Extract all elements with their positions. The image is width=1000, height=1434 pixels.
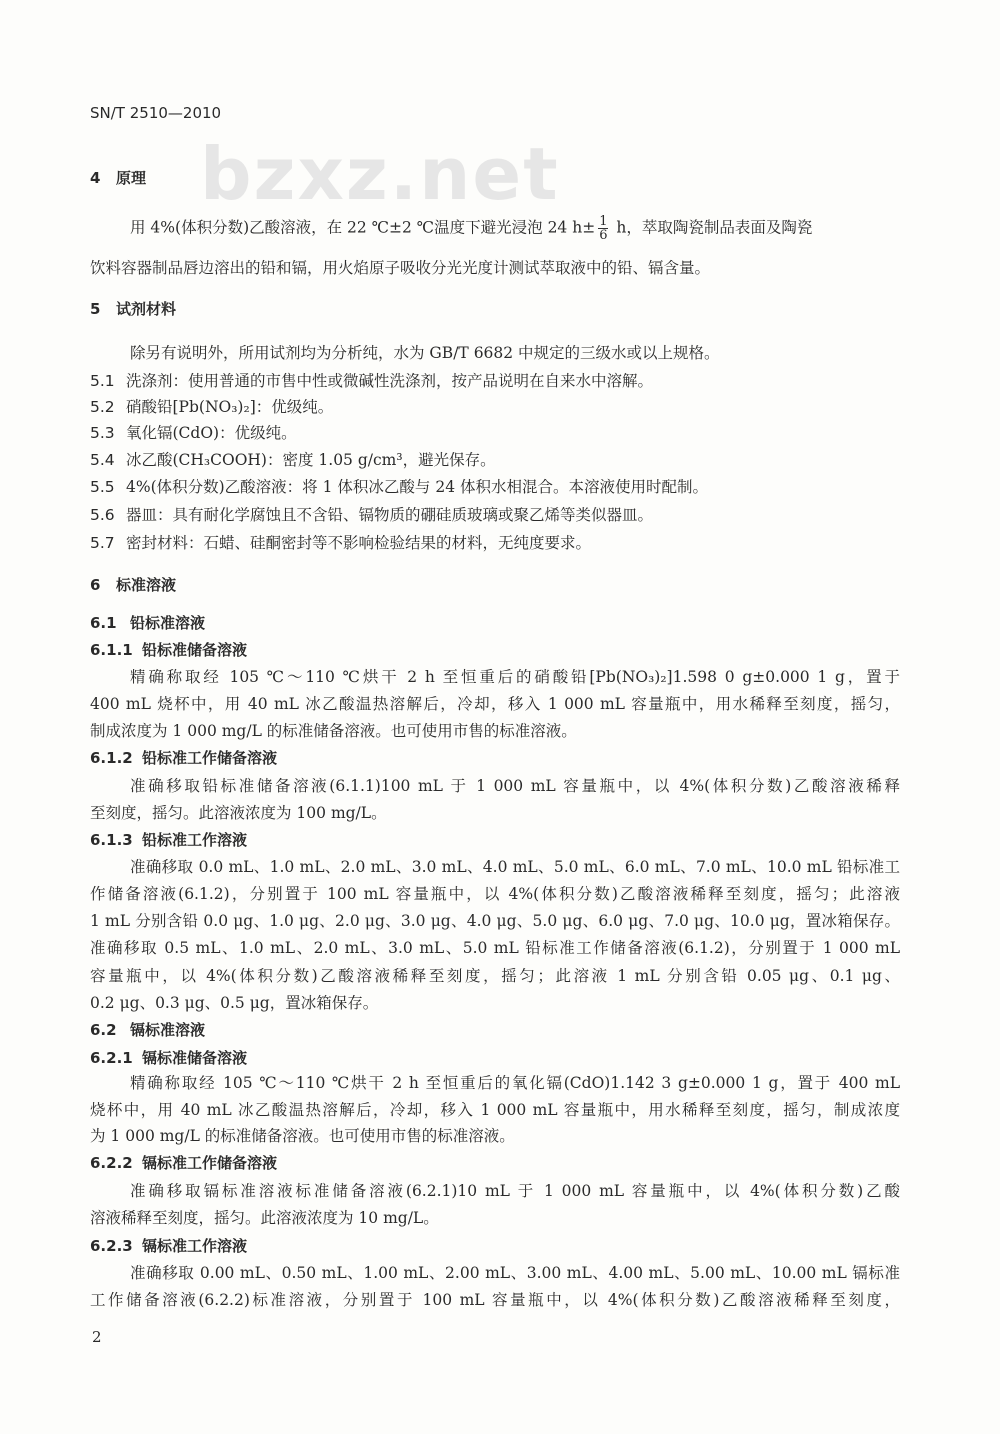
section-title: 镉标准工作储备溶液 [142, 1154, 278, 1172]
section-title: 铅标准储备溶液 [142, 641, 248, 659]
item-number: 5.3 [90, 424, 115, 442]
section-heading [90, 612, 205, 634]
section-heading [90, 639, 247, 661]
section-number: 6.2.3 [90, 1237, 133, 1255]
watermark-logo: bzxz.net [200, 132, 560, 216]
fraction [598, 215, 608, 242]
paragraph-line: 准确移取 0.5 mL、1.0 mL、2.0 mL、3.0 mL、5.0 mL 铅标准工作储备溶液(6.1.2)，分别置于 1 000 mL [90, 939, 900, 957]
section-title: 镉标准溶液 [130, 1021, 206, 1039]
section-heading [90, 1152, 277, 1174]
section-title: 标准溶液 [116, 576, 177, 594]
section-heading [90, 1019, 205, 1041]
item-number: 5.4 [90, 451, 115, 469]
section-heading [90, 1047, 247, 1069]
text-segment: 用 4%(体积分数)乙酸溶液，在 22 ℃±2 ℃温度下避光浸泡 24 h± [130, 218, 596, 237]
item-number: 5.1 [90, 372, 115, 390]
section-heading [90, 829, 247, 851]
section-title: 镉标准工作溶液 [142, 1237, 248, 1255]
item-text: 氧化镉(CdO)：优级纯。 [126, 424, 297, 442]
paragraph-line: 1 mL 分别含铅 0.0 μg、1.0 μg、2.0 μg、3.0 μg、4.0 μg、5.0 μg、6.0 μg、7.0 μg、10.0 μg，置冰箱保存。 [90, 912, 900, 930]
list-item [90, 476, 708, 498]
paragraph-line: 400 mL 烧杯中，用 40 mL 冰乙酸温热溶解后，冷却，移入 1 000 mL 容量瓶中，用水稀释至刻度，摇匀， [90, 695, 900, 713]
item-text: 器皿：具有耐化学腐蚀且不含铅、镉物质的硼硅质玻璃或聚乙烯等类似器皿。 [126, 506, 654, 524]
list-item [90, 396, 333, 418]
page-number: 2 [92, 1328, 102, 1346]
section-number: 5 [90, 300, 101, 318]
paragraph-line: 为 1 000 mg/L 的标准储备溶液。也可使用市售的标准溶液。 [90, 1127, 515, 1145]
paragraph-line: 至刻度，摇匀。此溶液浓度为 100 mg/L。 [90, 804, 387, 822]
section-heading [90, 574, 176, 596]
item-text: 硝酸铅[Pb(NO₃)₂]：优级纯。 [126, 398, 334, 416]
section-number: 4 [90, 169, 101, 187]
section-number: 6.2 [90, 1021, 117, 1039]
paragraph-line: 作储备溶液(6.1.2)，分别置于 100 mL 容量瓶中，以 4%(体积分数)乙酸溶液稀释至刻度，摇匀；此溶液 [90, 885, 900, 903]
paragraph-line: 准确移取 0.0 mL、1.0 mL、2.0 mL、3.0 mL、4.0 mL、5.0 mL、6.0 mL、7.0 mL、10.0 mL 铅标准工 [130, 858, 900, 876]
section-number: 6.1 [90, 614, 117, 632]
section-number: 6.1.3 [90, 831, 133, 849]
list-item [90, 532, 591, 554]
paragraph-line: 烧杯中，用 40 mL 冰乙酸温热溶解后，冷却，移入 1 000 mL 容量瓶中，用水稀释至刻度，摇匀，制成浓度 [90, 1101, 900, 1119]
fraction-denominator: 6 [599, 228, 608, 243]
list-item [90, 504, 653, 526]
paragraph-line: 准确移取 0.00 mL、0.50 mL、1.00 mL、2.00 mL、3.00 mL、4.00 mL、5.00 mL、10.00 mL 镉标准 [130, 1264, 900, 1282]
paragraph-line: 制成浓度为 1 000 mg/L 的标准储备溶液。也可使用市售的标准溶液。 [90, 722, 577, 740]
fraction-numerator: 1 [599, 214, 608, 229]
paragraph-line: 精确称取经 105 ℃～110 ℃烘干 2 h 至恒重后的氧化镉(CdO)1.142 3 g±0.000 1 g，置于 400 mL [130, 1074, 900, 1092]
paragraph-line: 除另有说明外，所用试剂均为分析纯，水为 GB/T 6682 中规定的三级水或以上规格。 [130, 344, 720, 362]
text-segment: h，萃取陶瓷制品表面及陶瓷 [611, 218, 813, 237]
list-item [90, 422, 297, 444]
section-title: 原理 [116, 169, 147, 187]
list-item [90, 370, 653, 392]
item-number: 5.2 [90, 398, 115, 416]
paragraph-line [130, 214, 813, 243]
paragraph-line: 工作储备溶液(6.2.2)标准溶液，分别置于 100 mL 容量瓶中，以 4%(体积分数)乙酸溶液稀释至刻度， [90, 1291, 900, 1309]
paragraph-line: 精确称取经 105 ℃～110 ℃烘干 2 h 至恒重后的硝酸铅[Pb(NO₃)₂]1.598 0 g±0.000 1 g，置于 [130, 668, 900, 686]
section-number: 6.2.2 [90, 1154, 133, 1172]
section-title: 镉标准储备溶液 [142, 1049, 248, 1067]
paragraph-line: 0.2 μg、0.3 μg、0.5 μg，置冰箱保存。 [90, 994, 379, 1012]
section-heading [90, 167, 146, 189]
paragraph-line: 溶液稀释至刻度，摇匀。此溶液浓度为 10 mg/L。 [90, 1209, 439, 1227]
item-text: 密封材料：石蜡、硅酮密封等不影响检验结果的材料，无纯度要求。 [126, 534, 592, 552]
item-text: 洗涤剂：使用普通的市售中性或微碱性洗涤剂，按产品说明在自来水中溶解。 [126, 372, 654, 390]
section-heading [90, 298, 176, 320]
section-title: 铅标准溶液 [130, 614, 206, 632]
item-number: 5.6 [90, 506, 115, 524]
section-number: 6.2.1 [90, 1049, 133, 1067]
list-item [90, 449, 496, 471]
section-heading [90, 747, 277, 769]
paragraph-line: 容量瓶中，以 4%(体积分数)乙酸溶液稀释至刻度，摇匀；此溶液 1 mL 分别含铅 0.05 μg、0.1 μg、 [90, 967, 900, 985]
paragraph-line: 饮料容器制品唇边溶出的铅和镉，用火焰原子吸收分光光度计测试萃取液中的铅、镉含量。 [90, 259, 711, 277]
paragraph-line: 准确移取镉标准溶液标准储备溶液(6.2.1)10 mL 于 1 000 mL 容量瓶中，以 4%(体积分数)乙酸 [130, 1182, 900, 1200]
section-number: 6 [90, 576, 101, 594]
item-number: 5.5 [90, 478, 115, 496]
item-text: 冰乙酸(CH₃COOH)：密度 1.05 g/cm³，避光保存。 [126, 451, 496, 469]
item-number: 5.7 [90, 534, 115, 552]
document-header-code: SN/T 2510—2010 [90, 104, 222, 122]
section-title: 试剂材料 [116, 300, 177, 318]
paragraph-line: 准确移取铅标准储备溶液(6.1.1)100 mL 于 1 000 mL 容量瓶中，以 4%(体积分数)乙酸溶液稀释 [130, 777, 900, 795]
section-title: 铅标准工作储备溶液 [142, 749, 278, 767]
item-text: 4%(体积分数)乙酸溶液：将 1 体积冰乙酸与 24 体积水相混合。本溶液使用时配制。 [126, 478, 708, 496]
section-number: 6.1.1 [90, 641, 133, 659]
section-number: 6.1.2 [90, 749, 133, 767]
section-title: 铅标准工作溶液 [142, 831, 248, 849]
section-heading [90, 1235, 247, 1257]
